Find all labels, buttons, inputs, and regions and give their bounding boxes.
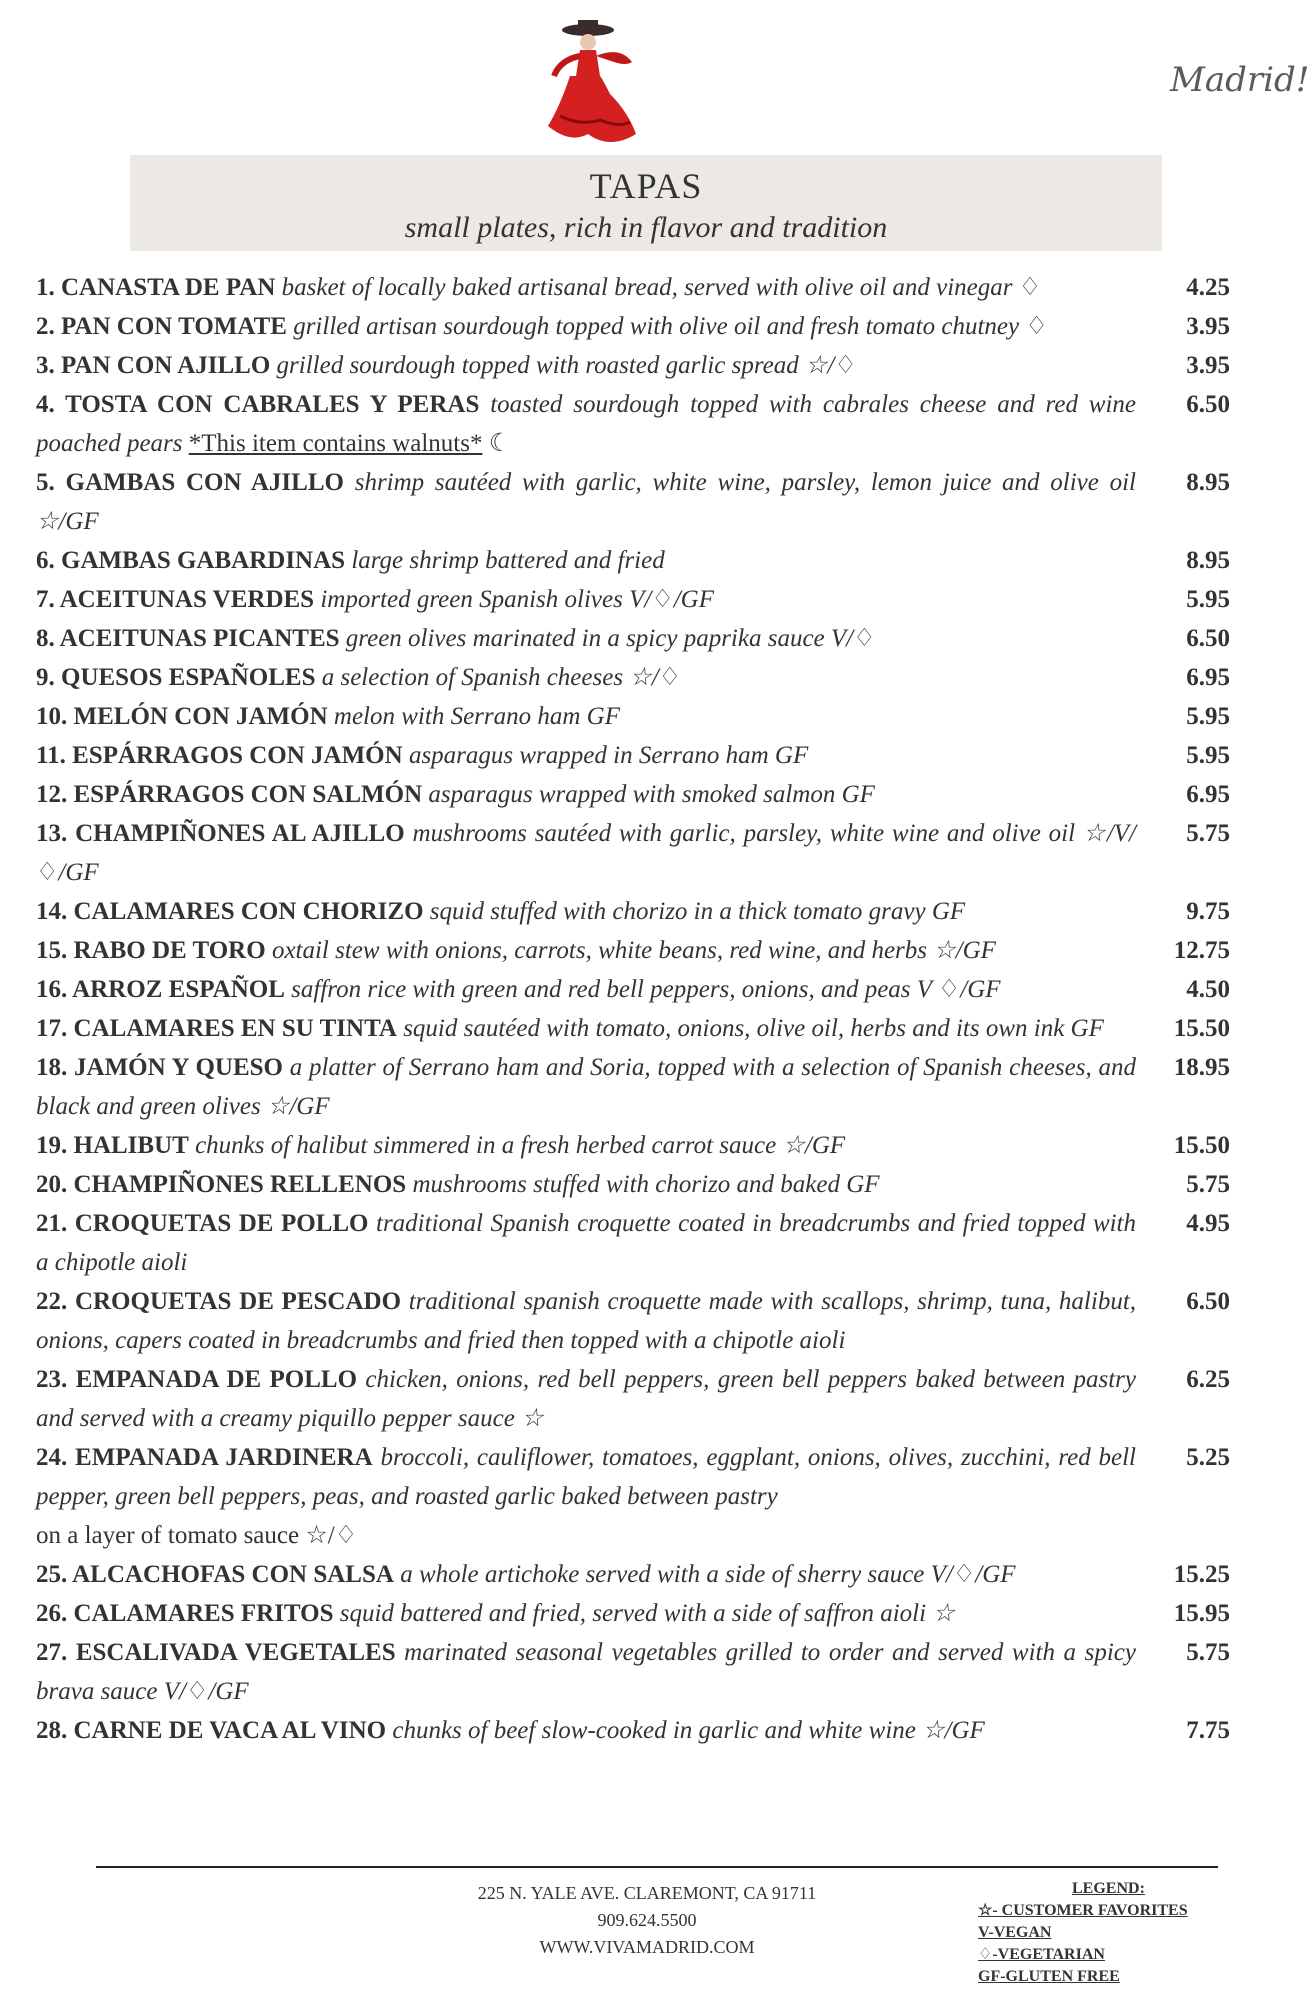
item-name: 8. ACEITUNAS PICANTES	[36, 625, 340, 652]
item-description: asparagus wrapped with smoked salmon GF	[428, 781, 875, 808]
item-name: 18. JAMÓN Y QUESO	[36, 1054, 283, 1081]
menu-list	[36, 268, 1230, 1750]
item-description: traditional Spanish croquette coated in breadcrumbs and fried topped with a chipotle aioli	[36, 1210, 1137, 1276]
menu-item	[36, 658, 1230, 697]
legend-vegan: V-VEGAN	[978, 1924, 1052, 1941]
menu-item	[36, 970, 1230, 1009]
item-name: 15. RABO DE TORO	[36, 937, 266, 964]
menu-item	[36, 1009, 1230, 1048]
item-name: 13. CHAMPIÑONES AL AJILLO	[36, 820, 405, 847]
item-name: 24. EMPANADA JARDINERA	[36, 1444, 373, 1471]
item-price: 8.95	[1186, 547, 1230, 574]
item-description: chunks of halibut simmered in a fresh herbed carrot sauce ☆/GF	[195, 1132, 846, 1159]
item-price: 5.75	[1186, 1171, 1230, 1198]
item-price: 6.95	[1186, 664, 1230, 691]
menu-item	[36, 1594, 1230, 1633]
item-name: 2. PAN CON TOMATE	[36, 313, 287, 340]
menu-item	[36, 307, 1230, 346]
item-name: 20. CHAMPIÑONES RELLENOS	[36, 1171, 407, 1198]
item-description: shrimp sautéed with garlic, white wine, parsley, lemon juice and olive oil ☆/GF	[36, 469, 1136, 535]
item-name: 19. HALIBUT	[36, 1132, 189, 1159]
item-price: 4.95	[1186, 1210, 1230, 1237]
menu-item	[36, 892, 1230, 931]
item-extra: on a layer of tomato sauce ☆/♢	[36, 1522, 358, 1549]
item-price: 4.50	[1186, 976, 1230, 1003]
item-description: traditional spanish croquette made with scallops, shrimp, tuna, halibut, onions, capers coated in breadcrumbs and fried then topped with a chipotle aioli	[36, 1288, 1137, 1354]
item-price: 15.50	[1173, 1015, 1230, 1042]
menu-item	[36, 1360, 1230, 1438]
menu-item	[36, 580, 1230, 619]
item-description: squid battered and fried, served with a side of saffron aioli ☆	[339, 1600, 955, 1627]
menu-item	[36, 697, 1230, 736]
item-description: asparagus wrapped in Serrano ham GF	[408, 742, 809, 769]
item-price: 5.95	[1186, 586, 1230, 613]
footer-website[interactable]: WWW.VIVAMADRID.COM	[539, 1937, 755, 1957]
menu-item	[36, 463, 1230, 541]
item-price: 6.50	[1186, 1288, 1230, 1315]
item-description: mushrooms sautéed with garlic, parsley, white wine and olive oil ☆/V/♢/GF	[36, 820, 1137, 886]
logo-text: Madrid!	[1170, 60, 1309, 100]
item-price: 5.75	[1186, 820, 1230, 847]
item-price: 3.95	[1186, 352, 1230, 379]
item-name: 28. CARNE DE VACA AL VINO	[36, 1717, 387, 1744]
menu-item	[36, 1633, 1230, 1711]
legend	[978, 1878, 1188, 1988]
item-name: 7. ACEITUNAS VERDES	[36, 586, 315, 613]
item-name: 16. ARROZ ESPAÑOL	[36, 976, 285, 1003]
item-description: green olives marinated in a spicy paprika sauce V/♢	[345, 625, 876, 652]
item-description: mushrooms stuffed with chorizo and baked GF	[412, 1171, 880, 1198]
item-price: 4.25	[1186, 274, 1230, 301]
item-description: large shrimp battered and fried	[351, 547, 665, 574]
item-description: chunks of beef slow-cooked in garlic and white wine ☆/GF	[392, 1717, 985, 1744]
item-name: 3. PAN CON AJILLO	[36, 352, 271, 379]
item-price: 18.95	[1173, 1054, 1230, 1081]
item-name: 1. CANASTA DE PAN	[36, 274, 276, 301]
menu-item	[36, 541, 1230, 580]
item-name: 26. CALAMARES FRITOS	[36, 1600, 334, 1627]
item-name: 21. CROQUETAS DE POLLO	[36, 1210, 369, 1237]
item-name: 10. MELÓN CON JAMÓN	[36, 703, 328, 730]
item-price: 8.95	[1186, 469, 1230, 496]
item-price: 6.95	[1186, 781, 1230, 808]
legend-title: LEGEND:	[1072, 1880, 1145, 1897]
item-description: a whole artichoke served with a side of sherry sauce V/♢/GF	[400, 1561, 1016, 1588]
item-description: saffron rice with green and red bell peppers, onions, and peas V ♢/GF	[291, 976, 1001, 1003]
menu-item	[36, 1555, 1230, 1594]
allergen-note: *This item contains walnuts*	[188, 430, 483, 457]
item-price: 15.95	[1173, 1600, 1230, 1627]
item-price: 5.25	[1186, 1444, 1230, 1471]
item-description: broccoli, cauliflower, tomatoes, eggplant, onions, olives, zucchini, red bell pepper, green bell peppers, peas, and roasted garlic baked between pastry	[36, 1444, 1136, 1510]
item-description: grilled sourdough topped with roasted garlic spread ☆/♢	[276, 352, 857, 379]
menu-item	[36, 1438, 1230, 1555]
item-description: toasted sourdough topped with cabrales cheese and red wine poached pears	[36, 391, 1136, 457]
item-price: 3.95	[1186, 313, 1230, 340]
menu-item	[36, 619, 1230, 658]
footer-phone[interactable]: 909.624.5500	[597, 1910, 697, 1930]
item-description: marinated seasonal vegetables grilled to order and served with a spicy brava sauce V/♢/GF	[36, 1639, 1136, 1705]
item-price: 9.75	[1186, 898, 1230, 925]
item-description: melon with Serrano ham GF	[333, 703, 621, 730]
footer-address: 225 N. YALE AVE. CLAREMONT, CA 91711	[477, 1883, 817, 1903]
item-name: 27. ESCALIVADA VEGETALES	[36, 1639, 396, 1666]
item-symbols: ☾	[488, 430, 512, 457]
item-description: grilled artisan sourdough topped with olive oil and fresh tomato chutney ♢	[293, 313, 1048, 340]
menu-item	[36, 1711, 1230, 1750]
menu-item	[36, 1204, 1230, 1282]
menu-item	[36, 1126, 1230, 1165]
item-name: 12. ESPÁRRAGOS CON SALMÓN	[36, 781, 423, 808]
menu-item	[36, 1282, 1230, 1360]
menu-item	[36, 736, 1230, 775]
item-price: 15.25	[1173, 1561, 1230, 1588]
legend-vegetarian: ♢-VEGETARIAN	[978, 1946, 1105, 1963]
item-price: 5.75	[1186, 1639, 1230, 1666]
item-description: a platter of Serrano ham and Soria, topped with a selection of Spanish cheeses, and black and green olives ☆/GF	[36, 1054, 1136, 1120]
item-price: 7.75	[1186, 1717, 1230, 1744]
menu-item	[36, 346, 1230, 385]
item-name: 17. CALAMARES EN SU TINTA	[36, 1015, 397, 1042]
section-banner	[130, 155, 1162, 251]
item-name: 22. CROQUETAS DE PESCADO	[36, 1288, 402, 1315]
section-title: TAPAS	[589, 166, 703, 206]
footer-divider	[96, 1866, 1218, 1868]
menu-item	[36, 1048, 1230, 1126]
menu-item	[36, 385, 1230, 463]
menu-item	[36, 931, 1230, 970]
item-description: squid sautéed with tomato, onions, olive oil, herbs and its own ink GF	[403, 1015, 1104, 1042]
logo	[540, 16, 1309, 156]
section-subtitle: small plates, rich in flavor and tradition	[404, 211, 888, 244]
item-description: imported green Spanish olives V/♢/GF	[320, 586, 714, 613]
item-price: 12.75	[1173, 937, 1230, 964]
menu-item	[36, 268, 1230, 307]
menu-item	[36, 1165, 1230, 1204]
item-price: 6.25	[1186, 1366, 1230, 1393]
item-description: basket of locally baked artisanal bread, served with olive oil and vinegar ♢	[281, 274, 1042, 301]
item-price: 5.95	[1186, 703, 1230, 730]
legend-favorites: ☆- CUSTOMER FAVORITES	[978, 1902, 1188, 1919]
menu-item	[36, 775, 1230, 814]
item-description: oxtail stew with onions, carrots, white beans, red wine, and herbs ☆/GF	[271, 937, 996, 964]
item-name: 14. CALAMARES CON CHORIZO	[36, 898, 424, 925]
item-name: 4. TOSTA CON CABRALES Y PERAS	[36, 391, 480, 418]
legend-gluten-free: GF-GLUTEN FREE	[978, 1968, 1120, 1985]
item-description: squid stuffed with chorizo in a thick tomato gravy GF	[429, 898, 966, 925]
flamenco-dancer-icon	[540, 16, 650, 156]
menu-item	[36, 814, 1230, 892]
item-name: 11. ESPÁRRAGOS CON JAMÓN	[36, 742, 403, 769]
item-price: 15.50	[1173, 1132, 1230, 1159]
item-name: 5. GAMBAS CON AJILLO	[36, 469, 344, 496]
item-name: 25. ALCACHOFAS CON SALSA	[36, 1561, 394, 1588]
item-price: 6.50	[1186, 391, 1230, 418]
item-price: 6.50	[1186, 625, 1230, 652]
item-description: a selection of Spanish cheeses ☆/♢	[321, 664, 682, 691]
item-name: 23. EMPANADA DE POLLO	[36, 1366, 358, 1393]
item-name: 9. QUESOS ESPAÑOLES	[36, 664, 316, 691]
item-description: chicken, onions, red bell peppers, green bell peppers baked between pastry and served with a creamy piquillo pepper sauce ☆	[36, 1366, 1137, 1432]
item-price: 5.95	[1186, 742, 1230, 769]
item-name: 6. GAMBAS GABARDINAS	[36, 547, 346, 574]
